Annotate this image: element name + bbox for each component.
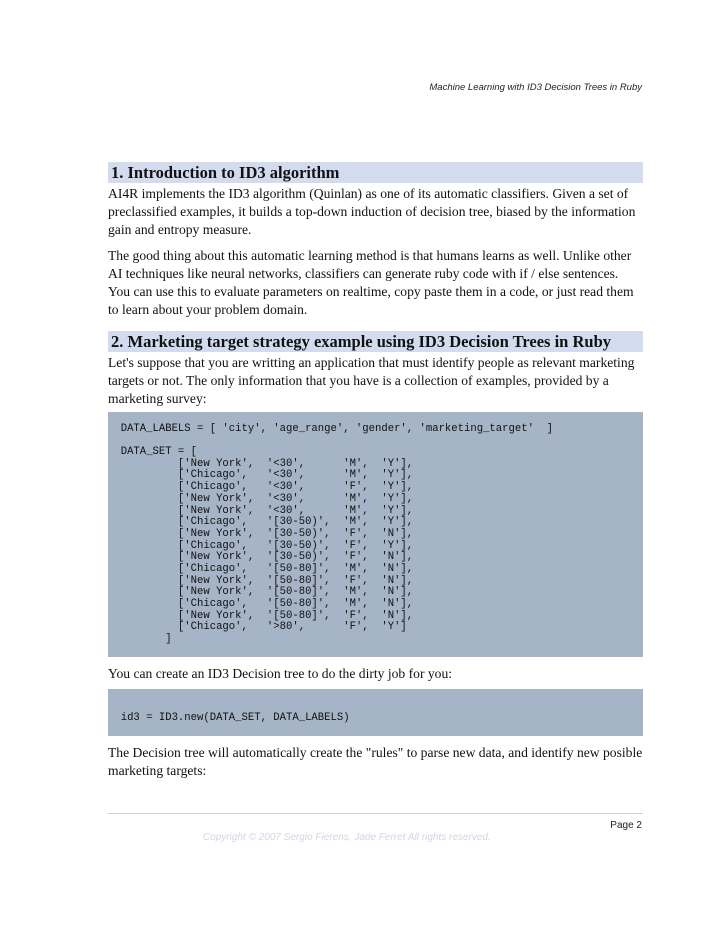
code-line: ['Chicago', '[50-80]', 'M', 'N'], [108, 562, 414, 575]
code-line: ['Chicago', '<30', 'F', 'Y'], [108, 481, 414, 494]
code-line: ['New York', '[30-50)', 'F', 'N'], [108, 551, 414, 564]
running-header-title: Machine Learning with ID3 Decision Trees in Ruby [429, 82, 642, 93]
code-line: ['New York', '<30', 'M', 'Y'], [108, 504, 414, 517]
code-block-dataset [108, 412, 643, 657]
code-line: ['New York', '[50-80]', 'F', 'N'], [108, 574, 414, 587]
document-body [108, 162, 643, 788]
code-line: DATA_SET = [ [108, 446, 198, 459]
code-line [108, 689, 643, 701]
code-line: ['New York', '<30', 'M', 'Y'], [108, 492, 414, 505]
code-line: ['New York', '[50-80]', 'F', 'N'], [108, 609, 414, 622]
code-line [108, 646, 643, 658]
code-line: DATA_LABELS = [ 'city', 'age_range', 'gender', 'marketing_target' ] [108, 422, 554, 435]
code-line: ['Chicago', '[50-80]', 'M', 'N'], [108, 598, 414, 610]
code-line: ['New York', '[50-80]', 'M', 'N'], [108, 586, 414, 599]
code-line: ['Chicago', '[30-50)', 'F', 'Y'], [108, 539, 414, 552]
code-line [108, 725, 643, 737]
intro-paragraph-1: AI4R implements the ID3 algorithm (Quinlan) as one of its automatic classifiers. Given a set of preclassified examples, it builds a top-down induction of decision tree, biased by the information gain and entropy measure. [108, 186, 636, 237]
code-line: ['New York', '[30-50)', 'F', 'N'], [108, 527, 414, 540]
section-heading-introduction: 1. Introduction to ID3 algorithm [108, 162, 643, 183]
code-block-create-tree [108, 689, 643, 736]
code-line: ] [108, 633, 172, 646]
marketing-intro-paragraph: Let's suppose that you are writting an application that must identify people as relevant marketing targets or not. The only information that you have is a collection of examples, provided by a marketing survey: [108, 355, 635, 406]
footer-divider [108, 813, 643, 814]
rules-paragraph: The Decision tree will automatically create the "rules" to parse new data, and identify new posible marketing targets: [108, 745, 643, 779]
code-line: ['Chicago', '[30-50)', 'M', 'Y'], [108, 516, 414, 529]
copyright-notice: Copyright © 2007 Sergio Fierens, Jade Ferret All rights reserved. [203, 832, 491, 843]
create-tree-paragraph: You can create an ID3 Decision tree to do the dirty job for you: [108, 666, 453, 682]
page-number: Page 2 [610, 820, 642, 831]
code-line: ['Chicago', '>80', 'F', 'Y'] [108, 621, 407, 634]
code-line: ['Chicago', '<30', 'M', 'Y'], [108, 469, 414, 482]
code-line: id3 = ID3.new(DATA_SET, DATA_LABELS) [108, 711, 350, 724]
section-heading-marketing-example: 2. Marketing target strategy example using ID3 Decision Trees in Ruby [108, 331, 643, 352]
code-line [108, 412, 643, 424]
intro-paragraph-2: The good thing about this automatic learning method is that humans learns as well. Unlike other AI techniques like neural networks, classifiers can generate ruby code with if / else sentences. You can use this to evaluate parameters on realtime, copy paste them in a code, or just read them to learn about your problem domain. [108, 248, 634, 317]
code-line: ['New York', '<30', 'M', 'Y'], [108, 457, 414, 470]
